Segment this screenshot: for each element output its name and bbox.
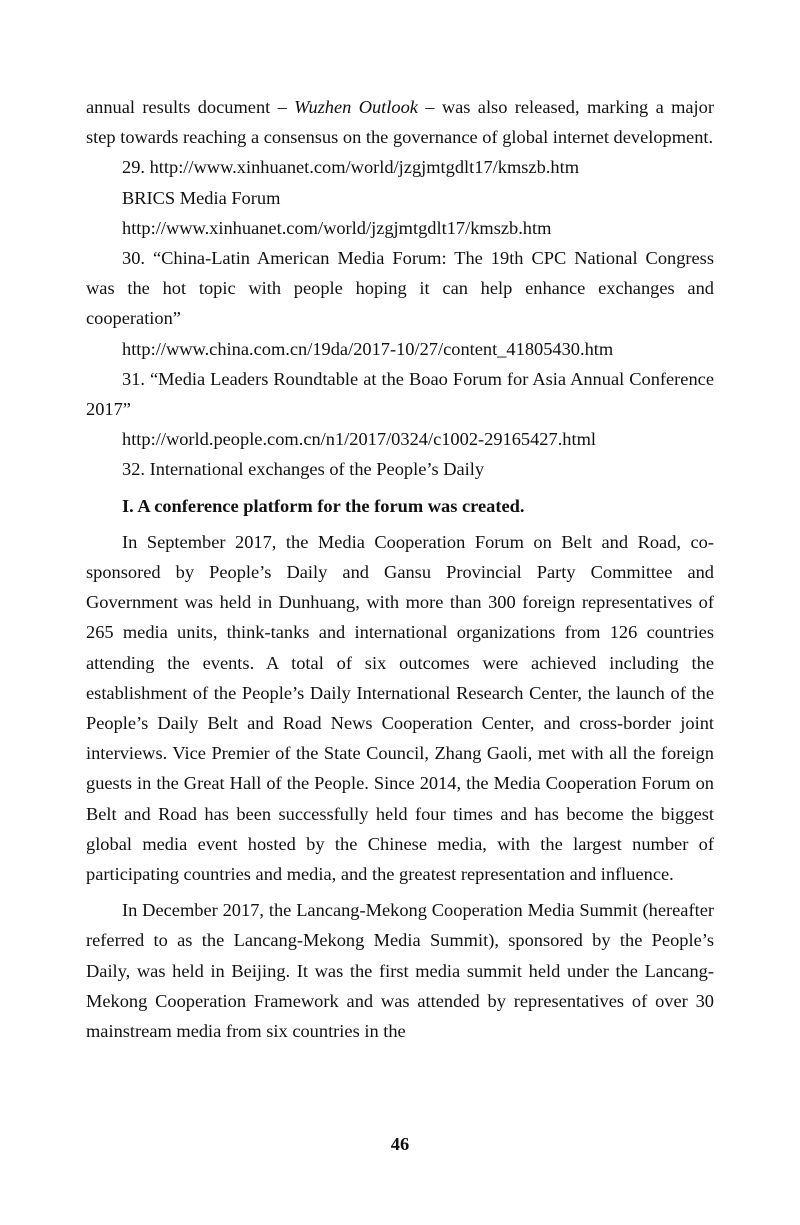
- reference-brics-title: BRICS Media Forum: [122, 187, 281, 208]
- reference-30: 30. “China-Latin American Media Forum: The 19th CPC National Congress was the hot topic with people hoping it can help enhance exchanges and cooperation”: [86, 248, 714, 329]
- reference-30-url: http://www.china.com.cn/19da/2017-10/27/content_41805430.htm: [122, 338, 614, 359]
- body-paragraph-2: In December 2017, the Lancang-Mekong Cooperation Media Summit (hereafter referred to as the Lancang-Mekong Media Summit), sponsored by the People’s Daily, was held in Beijing. It was the first media summit held under the Lancang-Mekong Cooperation Framework and was attended by representatives of over 30 mainstream media from six countries in the: [86, 900, 714, 1042]
- reference-32: 32. International exchanges of the People’s Daily: [122, 459, 485, 480]
- page-body: [86, 92, 714, 1046]
- paragraph-text: annual results document –: [86, 97, 295, 117]
- reference-29: 29. http://www.xinhuanet.com/world/jzgjmtgdlt17/kmszb.htm: [122, 157, 579, 178]
- section-heading: I. A conference platform for the forum was created.: [122, 495, 525, 516]
- page-number: 46: [390, 1134, 410, 1154]
- reference-31-url: http://world.people.com.cn/n1/2017/0324/c1002-29165427.html: [122, 429, 597, 450]
- paragraph-continuation: [86, 92, 714, 152]
- document-title-italic: Wuzhen Outlook: [294, 97, 418, 117]
- body-paragraph-1: In September 2017, the Media Cooperation Forum on Belt and Road, co-sponsored by People’s Daily and Gansu Provincial Party Committee and Government was held in Dunhuang, with more than 300 foreign representatives of 265 media units, think-tanks and international organizations from 126 countries attending the events. A total of six outcomes were achieved including the establishment of the People’s Daily International Research Center, the launch of the People’s Daily Belt and Road News Cooperation Center, and cross-border joint interviews. Vice Premier of the State Council, Zhang Gaoli, met with all the foreign guests in the Great Hall of the People. Since 2014, the Media Cooperation Forum on Belt and Road has been successfully held four times and has become the biggest global media event hosted by the Chinese media, with the largest number of participating countries and media, and the greatest representation and influence.: [86, 531, 714, 885]
- reference-brics-url: http://www.xinhuanet.com/world/jzgjmtgdlt17/kmszb.htm: [122, 217, 552, 238]
- paragraph-text: – was also released, marking a major step towards reaching a consensus on the governance of global internet development.: [86, 97, 714, 148]
- reference-31: 31. “Media Leaders Roundtable at the Boao Forum for Asia Annual Conference 2017”: [86, 368, 714, 420]
